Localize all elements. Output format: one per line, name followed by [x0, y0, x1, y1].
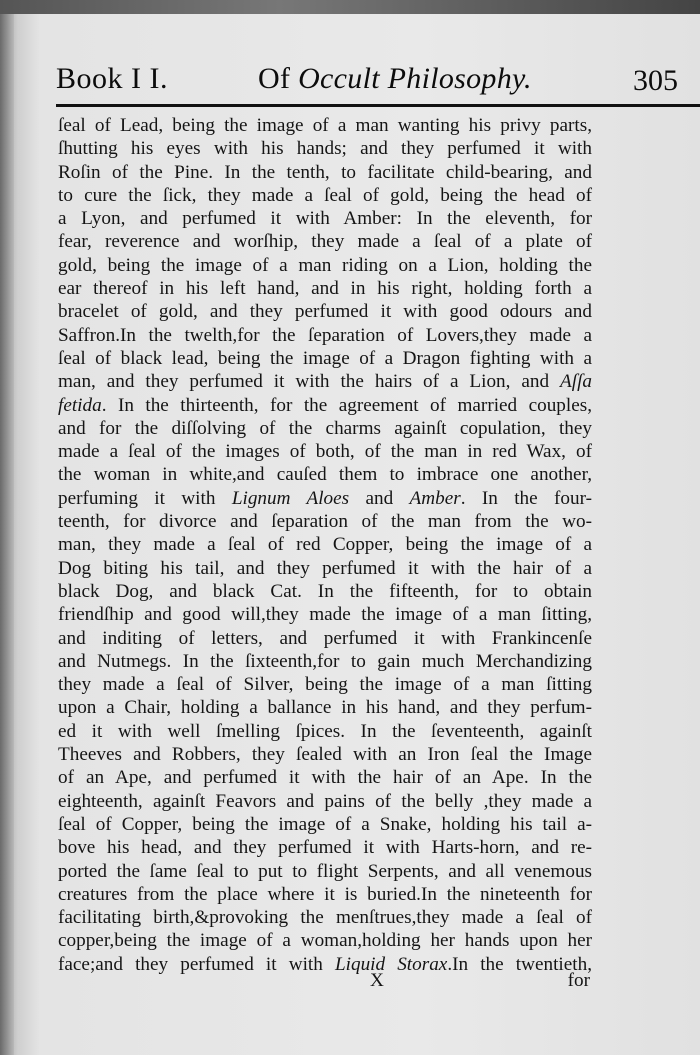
page-gutter — [0, 14, 14, 1055]
text-line — [58, 184, 592, 207]
text-line — [58, 533, 592, 556]
page-footer — [58, 970, 592, 996]
text-segment: a Lyon, and perfumed it with Amber: In the eleventh, for — [58, 208, 592, 230]
text-segment: the woman in white,and cauſed them to imbrace one another, — [58, 464, 592, 486]
text-segment: perfuming it with — [58, 487, 232, 509]
text-segment: of an Ape, and perfumed it with the hair of an Ape. In the — [58, 767, 592, 789]
text-segment: they made a ſeal of Silver, being the image of a man ſitting — [58, 674, 592, 696]
text-line — [58, 324, 592, 347]
italic-text: Liquid Storax — [334, 953, 448, 975]
text-segment: . In the thirteenth, for the agreement of married couples, — [101, 394, 592, 416]
text-line — [58, 696, 592, 719]
text-line — [58, 627, 592, 650]
scan-top-edge — [0, 0, 700, 14]
text-segment: face;and they perfumed it with — [58, 953, 335, 975]
text-line — [58, 766, 592, 789]
text-line — [58, 836, 592, 859]
italic-text: fetida — [58, 394, 102, 416]
text-line — [58, 790, 592, 813]
italic-text: Lignum Aloes — [231, 487, 350, 509]
text-segment: to cure the ſick, they made a ſeal of gold, being the head of — [58, 184, 592, 206]
text-segment: ported the ſame ſeal to put to flight Serpents, and all venemous — [58, 860, 592, 882]
text-segment: eighteenth, againſt Feavors and pains of the belly ,they made a — [58, 790, 592, 812]
catchword: for — [567, 970, 590, 991]
text-line — [58, 161, 592, 184]
text-line — [58, 417, 592, 440]
text-line — [58, 370, 592, 393]
running-title-italic: Occult Philosophy. — [298, 62, 532, 95]
text-segment: and inditing of letters, and perfumed it with Frankincenſe — [58, 627, 592, 649]
text-line — [58, 743, 592, 766]
text-segment: ed it with well ſmelling ſpices. In the ſeventeenth, againſt — [58, 720, 592, 742]
text-segment: and for the diſſolving of the charms againſt copulation, they — [58, 417, 592, 439]
page-number: 305 — [633, 64, 678, 97]
text-segment: upon a Chair, holding a ballance in his hand, and they perfum- — [58, 697, 592, 719]
italic-text: Amber — [409, 487, 461, 509]
text-segment: black Dog, and black Cat. In the fifteenth, for to obtain — [58, 580, 592, 602]
text-line — [58, 487, 592, 510]
running-header — [56, 58, 692, 102]
text-line — [58, 929, 592, 952]
running-title — [258, 62, 532, 96]
text-segment: .In the twentieth, — [447, 953, 592, 975]
signature-mark: X — [370, 970, 384, 991]
text-segment: bove his head, and they perfumed it with Harts-horn, and re- — [58, 837, 592, 859]
italic-text: Aſſa — [560, 371, 592, 393]
text-segment: bracelet of gold, and they perfumed it with good odours and — [58, 301, 592, 323]
text-segment: . In the four- — [460, 487, 592, 509]
text-line — [58, 673, 592, 696]
book-label: Book I I. — [56, 62, 168, 95]
text-segment: creatures from the place where it is buried.In the nineteenth for — [58, 883, 592, 905]
text-line — [58, 277, 592, 300]
text-segment: ſeal of Copper, being the image of a Snake, holding his tail a- — [58, 813, 592, 835]
text-line — [58, 137, 592, 160]
text-line — [58, 650, 592, 673]
text-line — [58, 906, 592, 929]
text-segment: Theeves and Robbers, they ſealed with an Iron ſeal the Image — [58, 744, 592, 766]
text-line — [58, 580, 592, 603]
text-line — [58, 230, 592, 253]
text-segment: friendſhip and good will,they made the image of a man ſitting, — [58, 604, 592, 626]
text-line — [58, 440, 592, 463]
text-line — [58, 394, 592, 417]
text-line — [58, 883, 592, 906]
text-line — [58, 114, 592, 137]
text-segment: ſeal of black lead, being the image of a Dragon fighting with a — [58, 347, 592, 369]
text-line — [58, 603, 592, 626]
text-line — [58, 860, 592, 883]
text-line — [58, 300, 592, 323]
text-line — [58, 720, 592, 743]
running-title-of: Of — [258, 62, 291, 95]
text-segment: fear, reverence and worſhip, they made a ſeal of a plate of — [58, 231, 592, 253]
text-segment: made a ſeal of the images of both, of the man in red Wax, of — [58, 441, 592, 463]
text-segment: facilitating birth,&provoking the menſtrues,they made a ſeal of — [58, 907, 592, 929]
text-segment: and — [349, 487, 410, 509]
text-segment: ſeal of Lead, being the image of a man wanting his privy parts, — [58, 115, 592, 136]
text-segment: copper,being the image of a woman,holding her hands upon her — [58, 930, 592, 952]
text-segment: Dog biting his tail, and they perfumed it with the hair of a — [58, 557, 592, 579]
text-line — [58, 207, 592, 230]
text-segment: Saffron.In the twelth,for the ſeparation of Lovers,they made a — [58, 324, 592, 346]
text-segment: ear thereof in his left hand, and in his right, holding forth a — [58, 278, 592, 300]
text-segment: gold, being the image of a man riding on a Lion, holding the — [58, 254, 592, 276]
text-line — [58, 557, 592, 580]
body-text — [58, 114, 592, 976]
text-segment: and Nutmegs. In the ſixteenth,for to gain much Merchandizing — [58, 650, 592, 672]
text-line — [58, 510, 592, 533]
text-segment: man, and they perfumed it with the hairs of a Lion, and — [58, 371, 561, 393]
text-segment: Roſin of the Pine. In the tenth, to facilitate child-bearing, and — [58, 161, 592, 183]
text-line — [58, 463, 592, 486]
text-segment: man, they made a ſeal of red Copper, being the image of a — [58, 534, 592, 556]
text-line — [58, 813, 592, 836]
text-segment: teenth, for divorce and ſeparation of the man from the wo- — [58, 511, 592, 533]
text-segment: ſhutting his eyes with his hands; and they perfumed it with — [58, 138, 592, 160]
header-rule — [56, 104, 700, 107]
text-line — [58, 254, 592, 277]
text-line — [58, 347, 592, 370]
